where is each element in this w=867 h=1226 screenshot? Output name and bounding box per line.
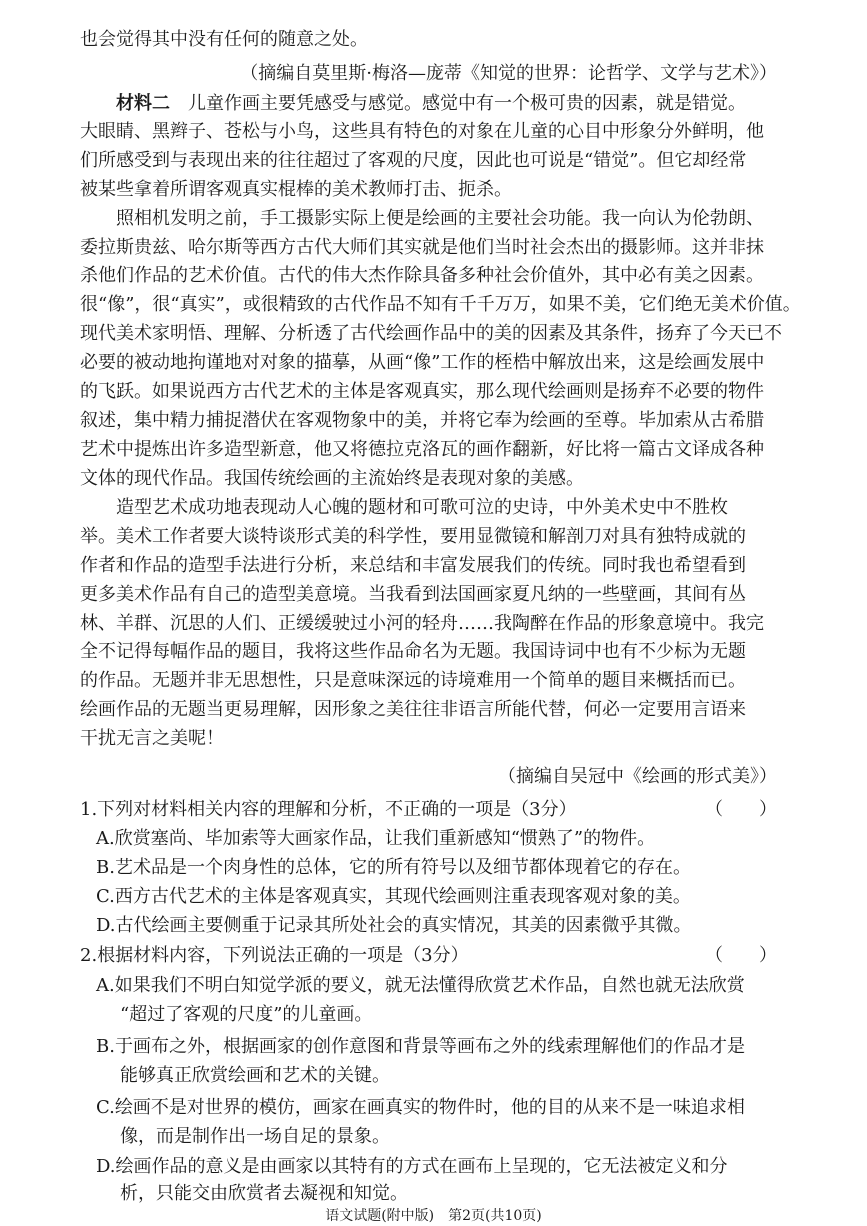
- text-line: 委拉斯贵兹、哈尔斯等西方古代大师们其实就是他们当时社会杰出的摄影师。这并非抹: [80, 237, 764, 258]
- q1-option-d[interactable]: D.古代绘画主要侧重于记录其所处社会的真实情况，其美的因素微乎其微。: [96, 915, 692, 936]
- text-line: 艺术中提炼出许多造型新意，他又将德拉克洛瓦的画作翻新，好比将一篇古文译成各种: [80, 439, 764, 460]
- question-1-answer-paren[interactable]: （ ）: [705, 799, 777, 820]
- text-line: 叙述，集中精力捕捉潜伏在客观物象中的美，并将它奉为绘画的至尊。毕加索从古希腊: [80, 410, 764, 431]
- text-line: 被某些拿着所谓客观真实棍棒的美术教师打击、扼杀。: [80, 179, 512, 200]
- text-line: 现代美术家明悟、理解、分析透了古代绘画作品中的美的因素及其条件，扬弃了今天已不: [80, 323, 782, 344]
- page-footer: 语文试题(附中版) 第2页(共10页): [325, 1208, 542, 1224]
- material2-line: 材料二 儿童作画主要凭感受与感觉。感觉中有一个极可贵的因素，就是错觉。: [116, 93, 746, 114]
- text-line: 也会觉得其中没有任何的随意之处。: [80, 29, 368, 50]
- q2-option-a-cont[interactable]: “超过了客观的尺度”的儿童画。: [120, 1004, 373, 1025]
- question-1-stem: 1.下列对材料相关内容的理解和分析，不正确的一项是（3分）: [80, 799, 577, 820]
- q2-option-b-cont[interactable]: 能够真正欣赏绘画和艺术的关键。: [120, 1065, 390, 1086]
- text-line: 杀他们作品的艺术价值。古代的伟大杰作除具备多种社会价值外，其中必有美之因素。: [80, 265, 764, 286]
- text-line: 造型艺术成功地表现动人心魄的题材和可歌可泣的史诗，中外美术史中不胜枚: [116, 497, 728, 518]
- q2-option-d[interactable]: D.绘画作品的意义是由画家以其特有的方式在画布上呈现的，它无法被定义和分: [96, 1156, 728, 1177]
- question-2-answer-paren[interactable]: （ ）: [705, 945, 777, 966]
- text-line: 作者和作品的造型手法进行分析，来总结和丰富发展我们的传统。同时我也希望看到: [80, 555, 746, 576]
- text-line: 绘画作品的无题当更易理解，因形象之美往往非语言所能代替，何必一定要用言语来: [80, 699, 746, 720]
- text-line: 文体的现代作品。我国传统绘画的主流始终是表现对象的美感。: [80, 468, 584, 489]
- text-line: 很“像”，很“真实”，或很精致的古代作品不知有千千万万，如果不美，它们绝无美术价值。: [80, 294, 801, 315]
- material2-label: 材料二: [116, 93, 170, 114]
- text-line: 大眼睛、黑辫子、苍松与小鸟，这些具有特色的对象在儿童的心目中形象分外鲜明，他: [80, 121, 764, 142]
- text-line: 干扰无言之美呢！: [80, 728, 224, 749]
- q2-option-b[interactable]: B.于画布之外，根据画家的创作意图和背景等画布之外的线索理解他们的作品才是: [96, 1036, 745, 1057]
- q2-option-c[interactable]: C.绘画不是对世界的模仿，画家在画真实的物件时，他的目的从来不是一味追求相: [96, 1097, 745, 1118]
- text-line: 更多美术作品有自己的造型美意境。当我看到法国画家夏凡纳的一些壁画，其间有丛: [80, 584, 746, 605]
- q1-option-a[interactable]: A.欣赏塞尚、毕加索等大画家作品，让我们重新感知“惯熟了”的物件。: [96, 828, 656, 849]
- question-2-stem: 2.根据材料内容，下列说法正确的一项是（3分）: [80, 945, 469, 966]
- text-line: 全不记得每幅作品的题目，我将这些作品命名为无题。我国诗词中也有不少标为无题: [80, 641, 746, 662]
- q1-option-b[interactable]: B.艺术品是一个肉身性的总体，它的所有符号以及细节都体现着它的存在。: [96, 857, 691, 878]
- source-citation-2: （摘编自吴冠中《绘画的形式美》）: [498, 766, 777, 787]
- text-line: 照相机发明之前，手工摄影实际上便是绘画的主要社会功能。我一向认为伦勃朗、: [116, 208, 764, 229]
- q2-option-d-cont[interactable]: 析，只能交由欣赏者去凝视和知觉。: [120, 1183, 408, 1204]
- source-citation-1: （摘编自莫里斯·梅洛—庞蒂《知觉的世界：论哲学、文学与艺术》）: [240, 63, 777, 84]
- q2-option-c-cont[interactable]: 像，而是制作出一场自足的景象。: [120, 1126, 390, 1147]
- text-line: 的作品。无题并非无思想性，只是意味深远的诗境难用一个简单的题目来概括而已。: [80, 670, 746, 691]
- text-line: 的飞跃。如果说西方古代艺术的主体是客观真实，那么现代绘画则是扬弃不必要的物件: [80, 381, 764, 402]
- q1-option-c[interactable]: C.西方古代艺术的主体是客观真实，其现代绘画则注重表现客观对象的美。: [96, 886, 691, 907]
- text-line: 林、羊群、沉思的人们、正缓缓驶过小河的轻舟……我陶醉在作品的形象意境中。我完: [80, 613, 764, 634]
- text-line: 举。美术工作者要大谈特谈形式美的科学性，要用显微镜和解剖刀对具有独特成就的: [80, 526, 746, 547]
- q2-option-a[interactable]: A.如果我们不明白知觉学派的要义，就无法懂得欣赏艺术作品，自然也就无法欣赏: [96, 975, 745, 996]
- text-line: 必要的被动地拘谨地对对象的描摹，从画“像”工作的桎梏中解放出来，这是绘画发展中: [80, 352, 765, 373]
- text-line: 们所感受到与表现出来的往往超过了客观的尺度，因此也可说是“错觉”。但它却经常: [80, 150, 747, 171]
